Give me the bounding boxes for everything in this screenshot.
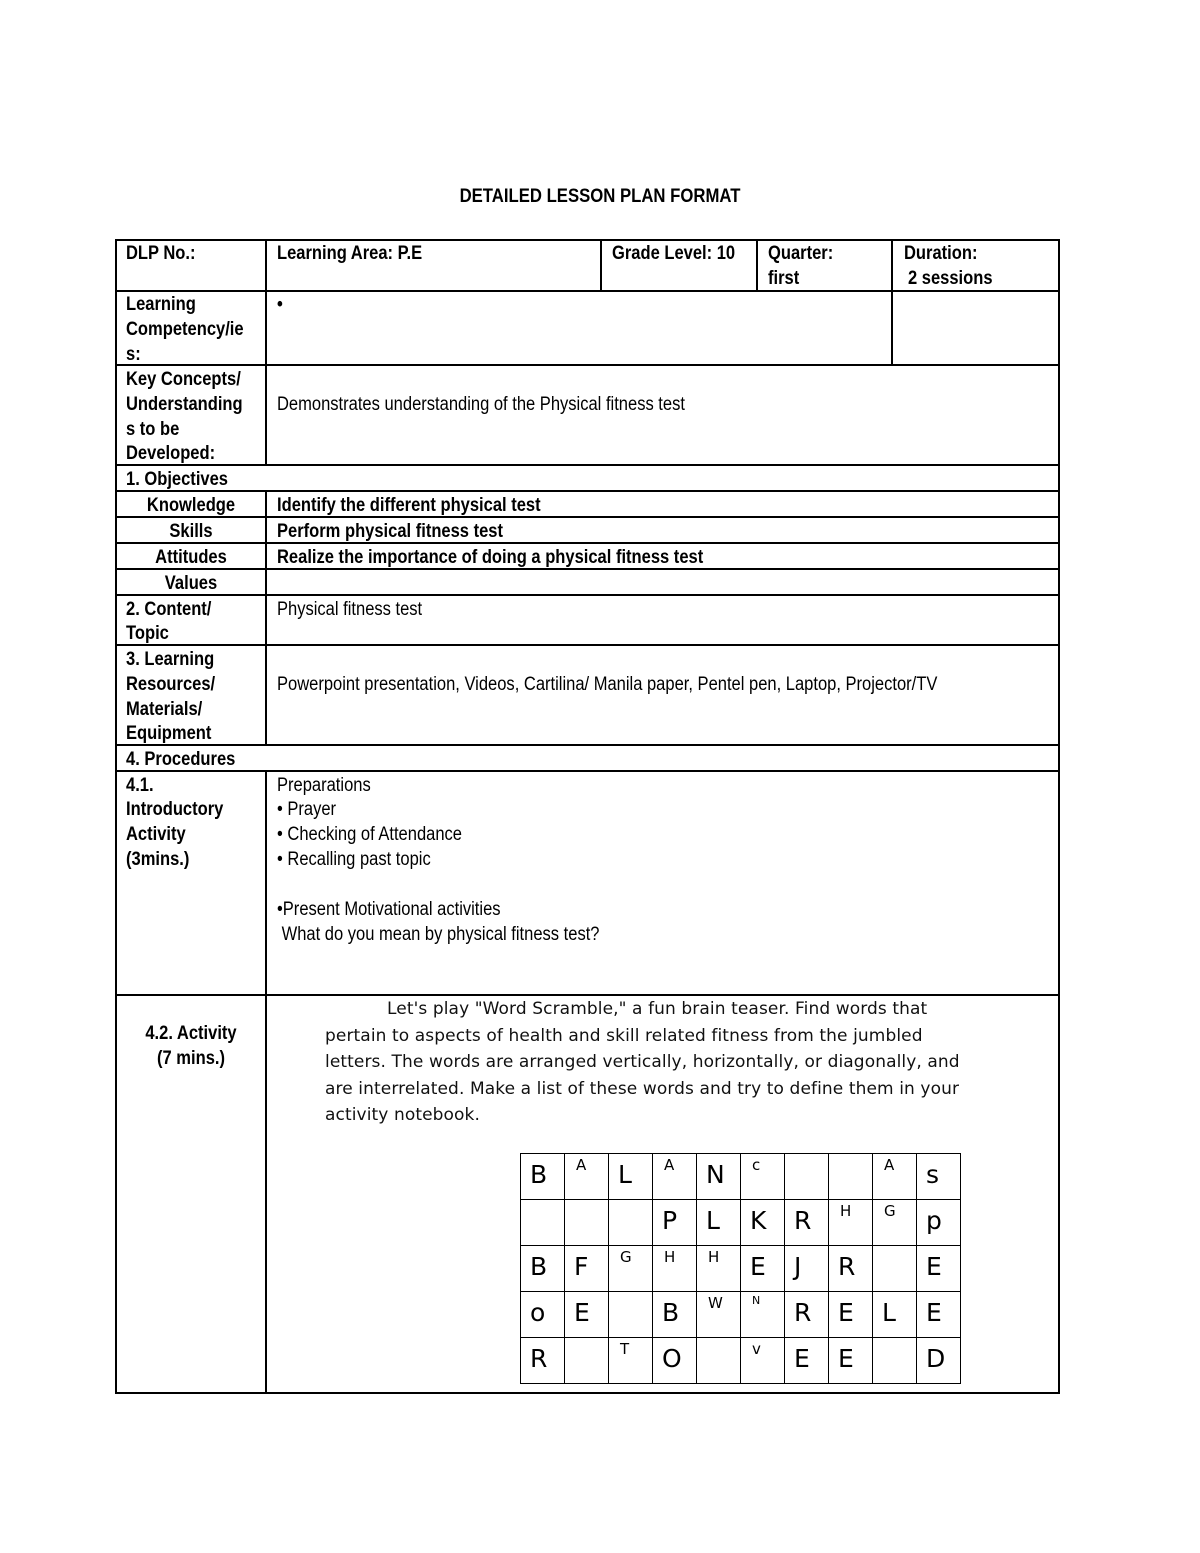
grid-cell (917, 1338, 961, 1384)
grid-cell (785, 1246, 829, 1292)
skills-value: Perform physical fitness test (277, 521, 503, 542)
skills-label: Skills (169, 521, 213, 542)
intro-preparations: Preparations (277, 775, 371, 796)
grid-row (521, 1154, 961, 1200)
grid-letter: A (884, 1156, 895, 1174)
quarter-value: first (768, 268, 800, 289)
word-scramble-grid (520, 1153, 961, 1384)
grid-letter: L (618, 1160, 632, 1189)
grid-letter: s (926, 1160, 940, 1189)
document-title: DETAILED LESSON PLAN FORMAT (459, 186, 741, 207)
grid-cell (521, 1246, 565, 1292)
grid-letter: E (794, 1344, 810, 1373)
grade-level: Grade Level: 10 (612, 243, 736, 264)
grid-letter: G (884, 1202, 896, 1220)
grid-cell (609, 1338, 653, 1384)
grid-cell (697, 1246, 741, 1292)
grid-cell (873, 1154, 917, 1200)
quarter-label: Quarter: (768, 243, 834, 264)
grid-letter: B (530, 1252, 548, 1281)
grid-letter: N (706, 1160, 725, 1189)
grid-cell (873, 1200, 917, 1246)
grid-cell (653, 1246, 697, 1292)
grid-row (521, 1338, 961, 1384)
grid-row (521, 1200, 961, 1246)
grid-cell (521, 1154, 565, 1200)
grid-row (521, 1246, 961, 1292)
knowledge-value: Identify the different physical test (277, 495, 541, 516)
intro-question: What do you mean by physical fitness test? (277, 924, 600, 945)
grid-cell (609, 1246, 653, 1292)
intro-recall: • Recalling past topic (277, 849, 431, 870)
grid-cell (653, 1292, 697, 1338)
grid-letter: E (574, 1298, 590, 1327)
grid-letter: R (794, 1298, 812, 1327)
grid-cell (741, 1292, 785, 1338)
key-concepts-label-line1: Key Concepts/ (126, 369, 241, 390)
grid-letter: E (926, 1298, 942, 1327)
grid-letter: p (926, 1206, 942, 1235)
grid-letter: o (530, 1298, 546, 1327)
grid-cell (917, 1292, 961, 1338)
grid-cell (785, 1338, 829, 1384)
knowledge-label: Knowledge (146, 495, 236, 516)
grid-cell (917, 1200, 961, 1246)
grid-cell (565, 1292, 609, 1338)
grid-cell (785, 1200, 829, 1246)
activity-instructions (325, 996, 985, 1129)
attitudes-label: Attitudes (155, 547, 227, 568)
grid-letter: P (662, 1206, 678, 1235)
resources-label-line3: Materials/ (126, 699, 203, 720)
key-concepts-label-line3: s to be (126, 419, 180, 440)
grid-row (521, 1292, 961, 1338)
resources-label-line1: 3. Learning (126, 649, 215, 670)
learning-area: Learning Area: P.E (277, 243, 423, 264)
grid-cell (697, 1200, 741, 1246)
duration-label: Duration: (904, 243, 978, 264)
grid-letter: W (708, 1294, 723, 1312)
grid-letter: D (926, 1344, 946, 1373)
key-concepts-value: Demonstrates understanding of the Physical fitness test (277, 394, 685, 415)
grid-letter: R (838, 1252, 856, 1281)
values-label: Values (164, 573, 218, 594)
procedures-heading: 4. Procedures (126, 749, 236, 770)
grid-cell (873, 1292, 917, 1338)
content-value: Physical fitness test (277, 599, 423, 620)
grid-letter: F (574, 1252, 589, 1281)
grid-letter: E (838, 1298, 854, 1327)
content-label-line2: Topic (126, 623, 169, 644)
grid-cell (917, 1154, 961, 1200)
competency-label-line2: Competency/ie (126, 319, 244, 340)
grid-cell (653, 1200, 697, 1246)
activity-label-line2: (7 mins.) (157, 1048, 225, 1069)
grid-cell (609, 1200, 653, 1246)
grid-letter: H (664, 1248, 676, 1266)
grid-letter: H (840, 1202, 852, 1220)
grid-cell (565, 1154, 609, 1200)
grid-letter: H (708, 1248, 720, 1266)
grid-cell (565, 1246, 609, 1292)
grid-cell (741, 1200, 785, 1246)
resources-label-line2: Resources/ (126, 674, 216, 695)
grid-letter: B (530, 1160, 548, 1189)
grid-cell (609, 1292, 653, 1338)
grid-cell (653, 1338, 697, 1384)
grid-cell (653, 1154, 697, 1200)
intro-label-line3: Activity (126, 824, 186, 845)
activity-label-line1: 4.2. Activity (145, 1023, 237, 1044)
grid-letter: E (750, 1252, 766, 1281)
grid-letter: G (620, 1248, 632, 1266)
grid-letter: B (662, 1298, 680, 1327)
grid-cell (829, 1338, 873, 1384)
key-concepts-label-line4: Developed: (126, 443, 216, 464)
intro-label-line2: Introductory (126, 799, 224, 820)
grid-cell (697, 1154, 741, 1200)
grid-cell (741, 1246, 785, 1292)
resources-value: Powerpoint presentation, Videos, Cartilina/ Manila paper, Pentel pen, Laptop, Projector/TV (277, 674, 938, 695)
grid-letter: O (662, 1344, 682, 1373)
resources-label-line4: Equipment (126, 723, 212, 744)
grid-cell (609, 1154, 653, 1200)
grid-letter: L (706, 1206, 720, 1235)
attitudes-value: Realize the importance of doing a physical fitness test (277, 547, 704, 568)
grid-letter: v (752, 1340, 761, 1358)
grid-cell (873, 1246, 917, 1292)
grid-letter: L (882, 1298, 896, 1327)
grid-letter: A (576, 1156, 587, 1174)
grid-cell (565, 1338, 609, 1384)
grid-cell (565, 1200, 609, 1246)
grid-cell (917, 1246, 961, 1292)
intro-label-line4: (3mins.) (126, 849, 190, 870)
competency-label-line1: Learning (126, 294, 196, 315)
grid-letter: K (750, 1206, 767, 1235)
grid-cell (829, 1292, 873, 1338)
grid-letter: R (530, 1344, 548, 1373)
competency-bullet: • (277, 294, 283, 315)
intro-motivation: •Present Motivational activities (277, 899, 501, 920)
grid-cell (521, 1200, 565, 1246)
grid-cell (697, 1292, 741, 1338)
grid-letter: R (794, 1206, 812, 1235)
competency-label-line3: s: (126, 344, 141, 365)
grid-cell (741, 1154, 785, 1200)
activity-instructions-text: Let's play "Word Scramble," a fun brain teaser. Find words that pertain to aspects of health and skill related fitness from the jumbled letters. The words are arranged vertically, horizontally, or diagonally, and are interrelated. Make a list of these words and try to define them in your activity notebook. (325, 999, 960, 1125)
grid-cell (829, 1200, 873, 1246)
grid-cell (829, 1154, 873, 1200)
grid-letter: E (838, 1344, 854, 1373)
grid-cell (829, 1246, 873, 1292)
grid-cell (521, 1338, 565, 1384)
grid-cell (785, 1292, 829, 1338)
key-concepts-label-line2: Understanding (126, 394, 243, 415)
grid-cell (741, 1338, 785, 1384)
grid-cell (521, 1292, 565, 1338)
grid-letter: N (752, 1294, 761, 1307)
grid-cell (785, 1154, 829, 1200)
content-label-line1: 2. Content/ (126, 599, 212, 620)
grid-letter: T (620, 1340, 630, 1358)
grid-letter: E (926, 1252, 942, 1281)
intro-attendance: • Checking of Attendance (277, 824, 462, 845)
intro-prayer: • Prayer (277, 799, 337, 820)
grid-cell (873, 1338, 917, 1384)
grid-letter: A (664, 1156, 675, 1174)
duration-value: 2 sessions (908, 268, 993, 289)
intro-label-line1: 4.1. (126, 775, 154, 796)
grid-letter: J (794, 1252, 802, 1281)
grid-cell (697, 1338, 741, 1384)
objectives-heading: 1. Objectives (126, 469, 228, 490)
grid-letter: c (752, 1156, 761, 1174)
dlp-number-label: DLP No.: (126, 243, 196, 264)
